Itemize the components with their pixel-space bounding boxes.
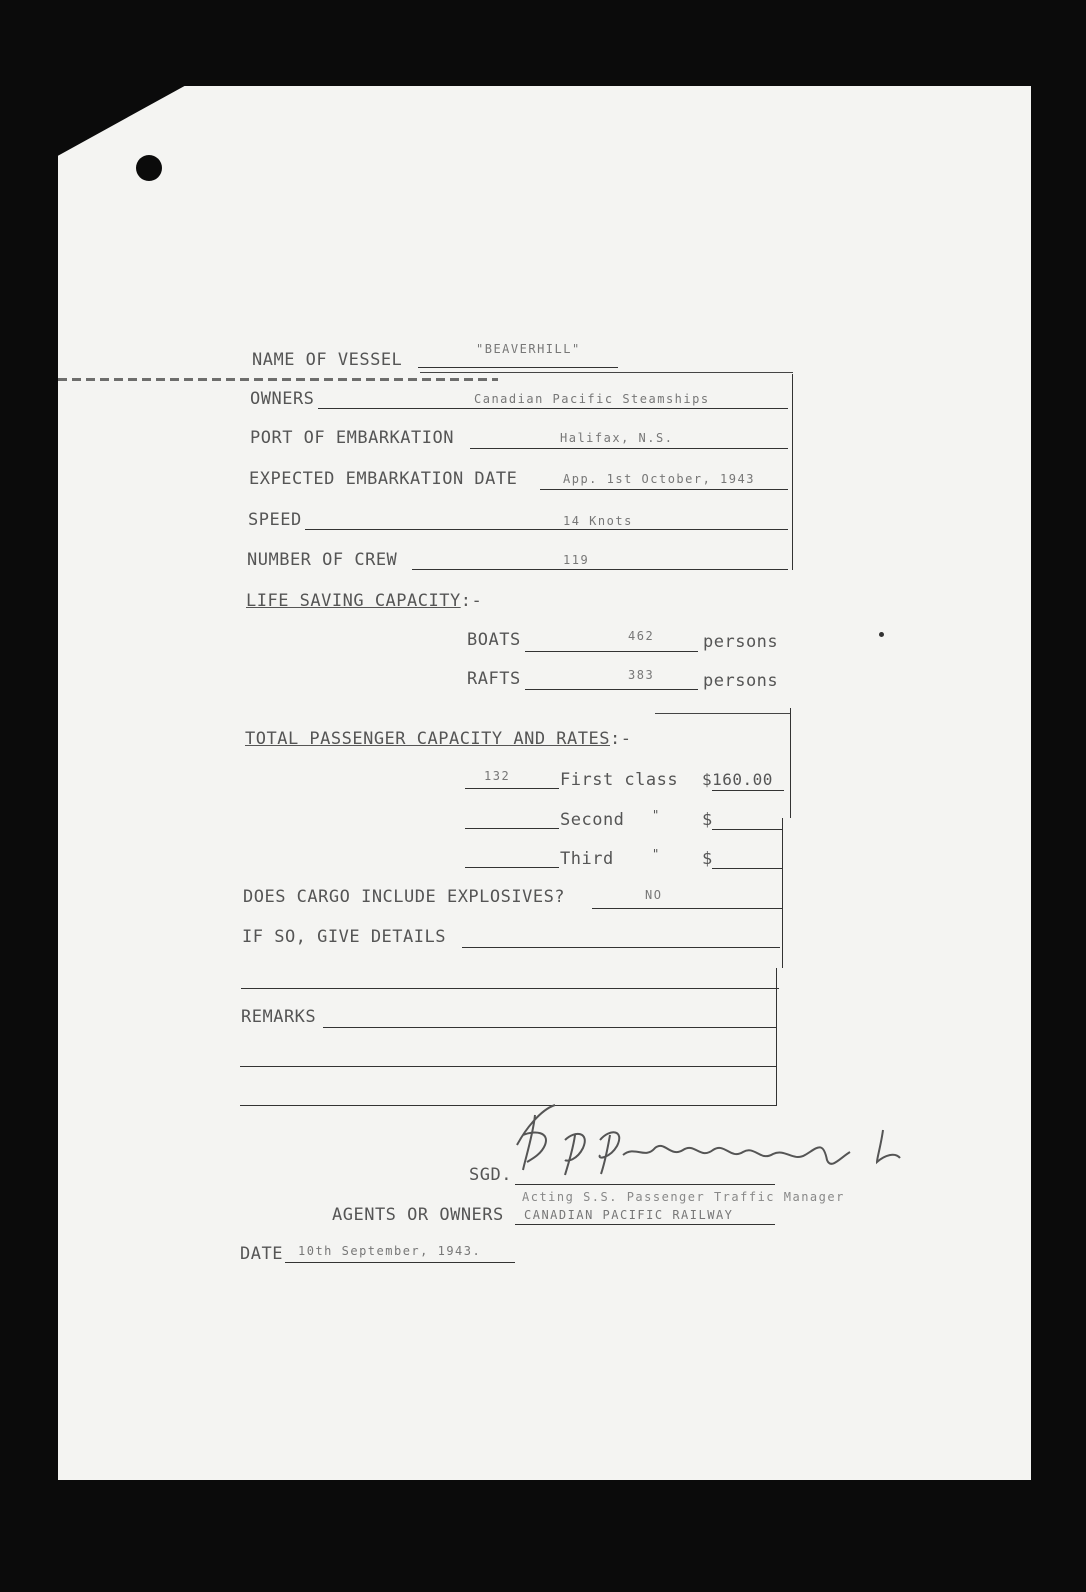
passenger-heading: TOTAL PASSENGER CAPACITY AND RATES:- — [245, 729, 632, 749]
details-label: IF SO, GIVE DETAILS — [242, 927, 446, 947]
document-page — [58, 86, 1031, 1480]
boats-unit: persons — [703, 632, 779, 652]
owners-value: Canadian Pacific Steamships — [474, 392, 710, 406]
details-underline — [462, 947, 780, 948]
signature-underline — [515, 1184, 775, 1185]
agents-underline — [515, 1224, 775, 1225]
rafts-underline — [525, 689, 698, 690]
third-ditto: " — [652, 847, 660, 861]
second-ditto: " — [652, 808, 660, 822]
remarks-underline — [323, 1027, 777, 1028]
boats-underline — [525, 651, 698, 652]
bracket-line — [782, 818, 783, 968]
vessel-underline — [418, 367, 618, 368]
handwritten-signature — [505, 1100, 915, 1190]
second-class-rate: $ — [702, 810, 713, 830]
bracket-top — [420, 372, 793, 373]
date-value: 10th September, 1943. — [298, 1244, 482, 1258]
explosives-value: NO — [645, 888, 663, 902]
vessel-value: "BEAVERHILL" — [476, 342, 581, 356]
first-class-rate: $160.00 — [702, 770, 773, 789]
speed-label: SPEED — [248, 510, 302, 530]
crew-label: NUMBER OF CREW — [247, 550, 398, 570]
speed-value: 14 Knots — [563, 514, 633, 528]
explosives-label: DOES CARGO INCLUDE EXPLOSIVES? — [243, 887, 566, 907]
boats-label: BOATS — [467, 630, 521, 650]
expected-date-underline — [540, 489, 788, 490]
remarks-label: REMARKS — [241, 1007, 317, 1027]
signed-label: SGD. — [469, 1165, 512, 1185]
crew-value: 119 — [563, 553, 590, 567]
third-class-rate: $ — [702, 849, 713, 869]
first-rate-underline — [712, 790, 784, 791]
second-count-underline — [465, 828, 559, 829]
date-underline — [285, 1262, 515, 1263]
crew-underline — [412, 569, 788, 570]
third-count-underline — [465, 867, 559, 868]
remarks-underline-2 — [240, 1066, 776, 1067]
signatory-title: Acting S.S. Passenger Traffic Manager — [522, 1190, 845, 1204]
second-rate-underline — [712, 829, 783, 830]
first-count-underline — [465, 788, 559, 789]
date-label: DATE — [240, 1244, 283, 1264]
vessel-label: NAME OF VESSEL — [252, 350, 403, 370]
life-saving-heading: LIFE SAVING CAPACITY:- — [246, 591, 483, 611]
speed-underline — [305, 529, 788, 530]
bracket-line — [790, 708, 791, 818]
port-label: PORT OF EMBARKATION — [250, 428, 454, 448]
bracket-top — [655, 713, 790, 714]
rafts-unit: persons — [703, 671, 779, 691]
details-underline-2 — [241, 988, 779, 989]
ink-dot — [879, 632, 884, 637]
explosives-underline — [592, 908, 782, 909]
first-class-count: 132 — [484, 769, 511, 783]
boats-value: 462 — [628, 629, 655, 643]
port-underline — [470, 448, 788, 449]
agents-label: AGENTS OR OWNERS — [332, 1205, 504, 1225]
bracket-line — [792, 374, 793, 570]
owners-underline — [318, 408, 788, 409]
expected-date-label: EXPECTED EMBARKATION DATE — [249, 469, 518, 489]
third-class-label: Third — [560, 849, 614, 869]
rafts-value: 383 — [628, 668, 655, 682]
agents-value: CANADIAN PACIFIC RAILWAY — [524, 1208, 734, 1222]
expected-date-value: App. 1st October, 1943 — [563, 472, 755, 486]
rafts-label: RAFTS — [467, 669, 521, 689]
owners-label: OWNERS — [250, 389, 315, 409]
third-rate-underline — [712, 868, 782, 869]
first-class-label: First class — [560, 770, 679, 790]
fold-line — [58, 378, 498, 381]
punch-hole — [136, 155, 162, 181]
second-class-label: Second — [560, 810, 625, 830]
port-value: Halifax, N.S. — [560, 431, 674, 445]
